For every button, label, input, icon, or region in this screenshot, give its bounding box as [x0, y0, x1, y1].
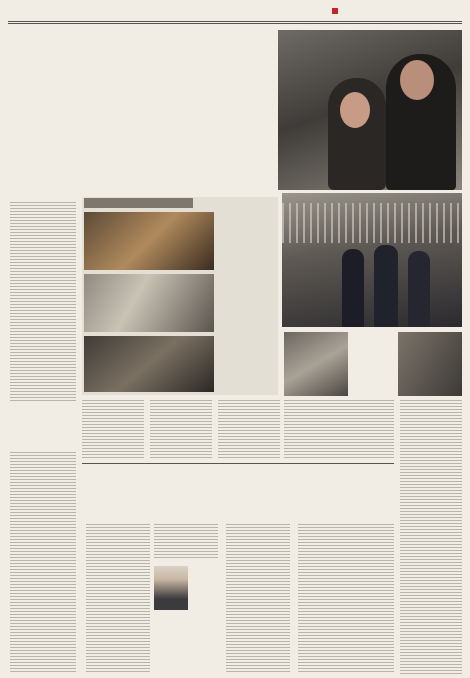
section-icon — [332, 8, 338, 14]
body-column-right-2 — [284, 400, 394, 460]
interview-column-4 — [298, 524, 394, 674]
inset-photo-1 — [284, 332, 348, 396]
infographic-photo-1 — [84, 212, 214, 270]
photo-fence — [282, 203, 462, 243]
infographic-title — [84, 198, 193, 208]
header-rule-2 — [8, 23, 462, 24]
body-column-1-bottom — [10, 452, 76, 674]
interview-rule — [82, 463, 394, 464]
header-rule — [8, 21, 462, 22]
portrait-photo — [154, 566, 188, 610]
photo-officer-1 — [342, 249, 364, 327]
inset-photo-2 — [398, 332, 462, 396]
interview-column-1 — [86, 524, 150, 674]
body-column-1-top — [10, 202, 76, 402]
body-column-4 — [218, 400, 280, 460]
interview-column-3 — [226, 524, 290, 674]
photo-figure-man-face — [400, 60, 434, 100]
interview-column-2 — [154, 524, 218, 560]
police-photo — [282, 193, 462, 327]
photo-figure-face — [340, 92, 370, 128]
body-column-right — [400, 400, 462, 674]
body-column-2 — [82, 400, 144, 460]
infographic-photo-2 — [84, 274, 214, 332]
body-column-3 — [150, 400, 212, 460]
photo-officer-3 — [408, 251, 430, 327]
photo-officer-2 — [374, 245, 398, 327]
main-photo — [278, 30, 462, 190]
infographic-photo-3 — [84, 336, 214, 392]
